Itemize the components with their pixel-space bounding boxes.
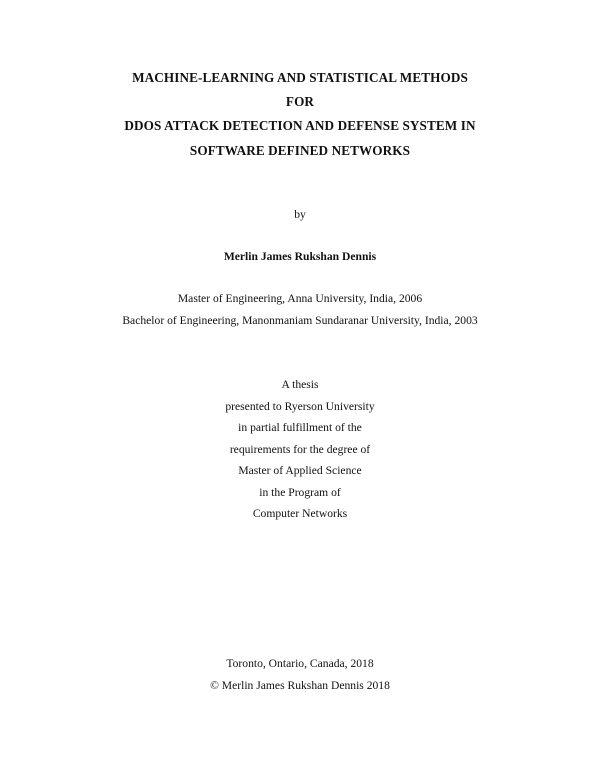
thesis-statement-line-5: Master of Applied Science [238, 464, 362, 477]
thesis-statement-line-6: in the Program of [259, 486, 341, 499]
thesis-statement-line-1: A thesis [281, 378, 319, 391]
title-line-3: DDOS ATTACK DETECTION AND DEFENSE SYSTEM IN [124, 118, 476, 133]
by-label: by [294, 208, 306, 221]
title-line-4: SOFTWARE DEFINED NETWORKS [189, 143, 411, 158]
copyright-notice: © Merlin James Rukshan Dennis 2018 [210, 679, 390, 692]
author-name: Merlin James Rukshan Dennis [223, 250, 377, 263]
degree-masters: Master of Engineering, Anna University, India, 2006 [177, 292, 423, 305]
title-line-2: FOR [285, 94, 315, 109]
degree-bachelors: Bachelor of Engineering, Manonmaniam Sundaranar University, India, 2003 [122, 314, 478, 327]
thesis-statement-line-2: presented to Ryerson University [225, 400, 375, 413]
thesis-statement-line-4: requirements for the degree of [229, 443, 371, 456]
thesis-statement-line-3: in partial fulfillment of the [238, 421, 362, 434]
thesis-statement-line-7: Computer Networks [252, 507, 348, 520]
place-date: Toronto, Ontario, Canada, 2018 [226, 657, 374, 670]
title-line-1: MACHINE-LEARNING AND STATISTICAL METHODS [132, 70, 468, 85]
